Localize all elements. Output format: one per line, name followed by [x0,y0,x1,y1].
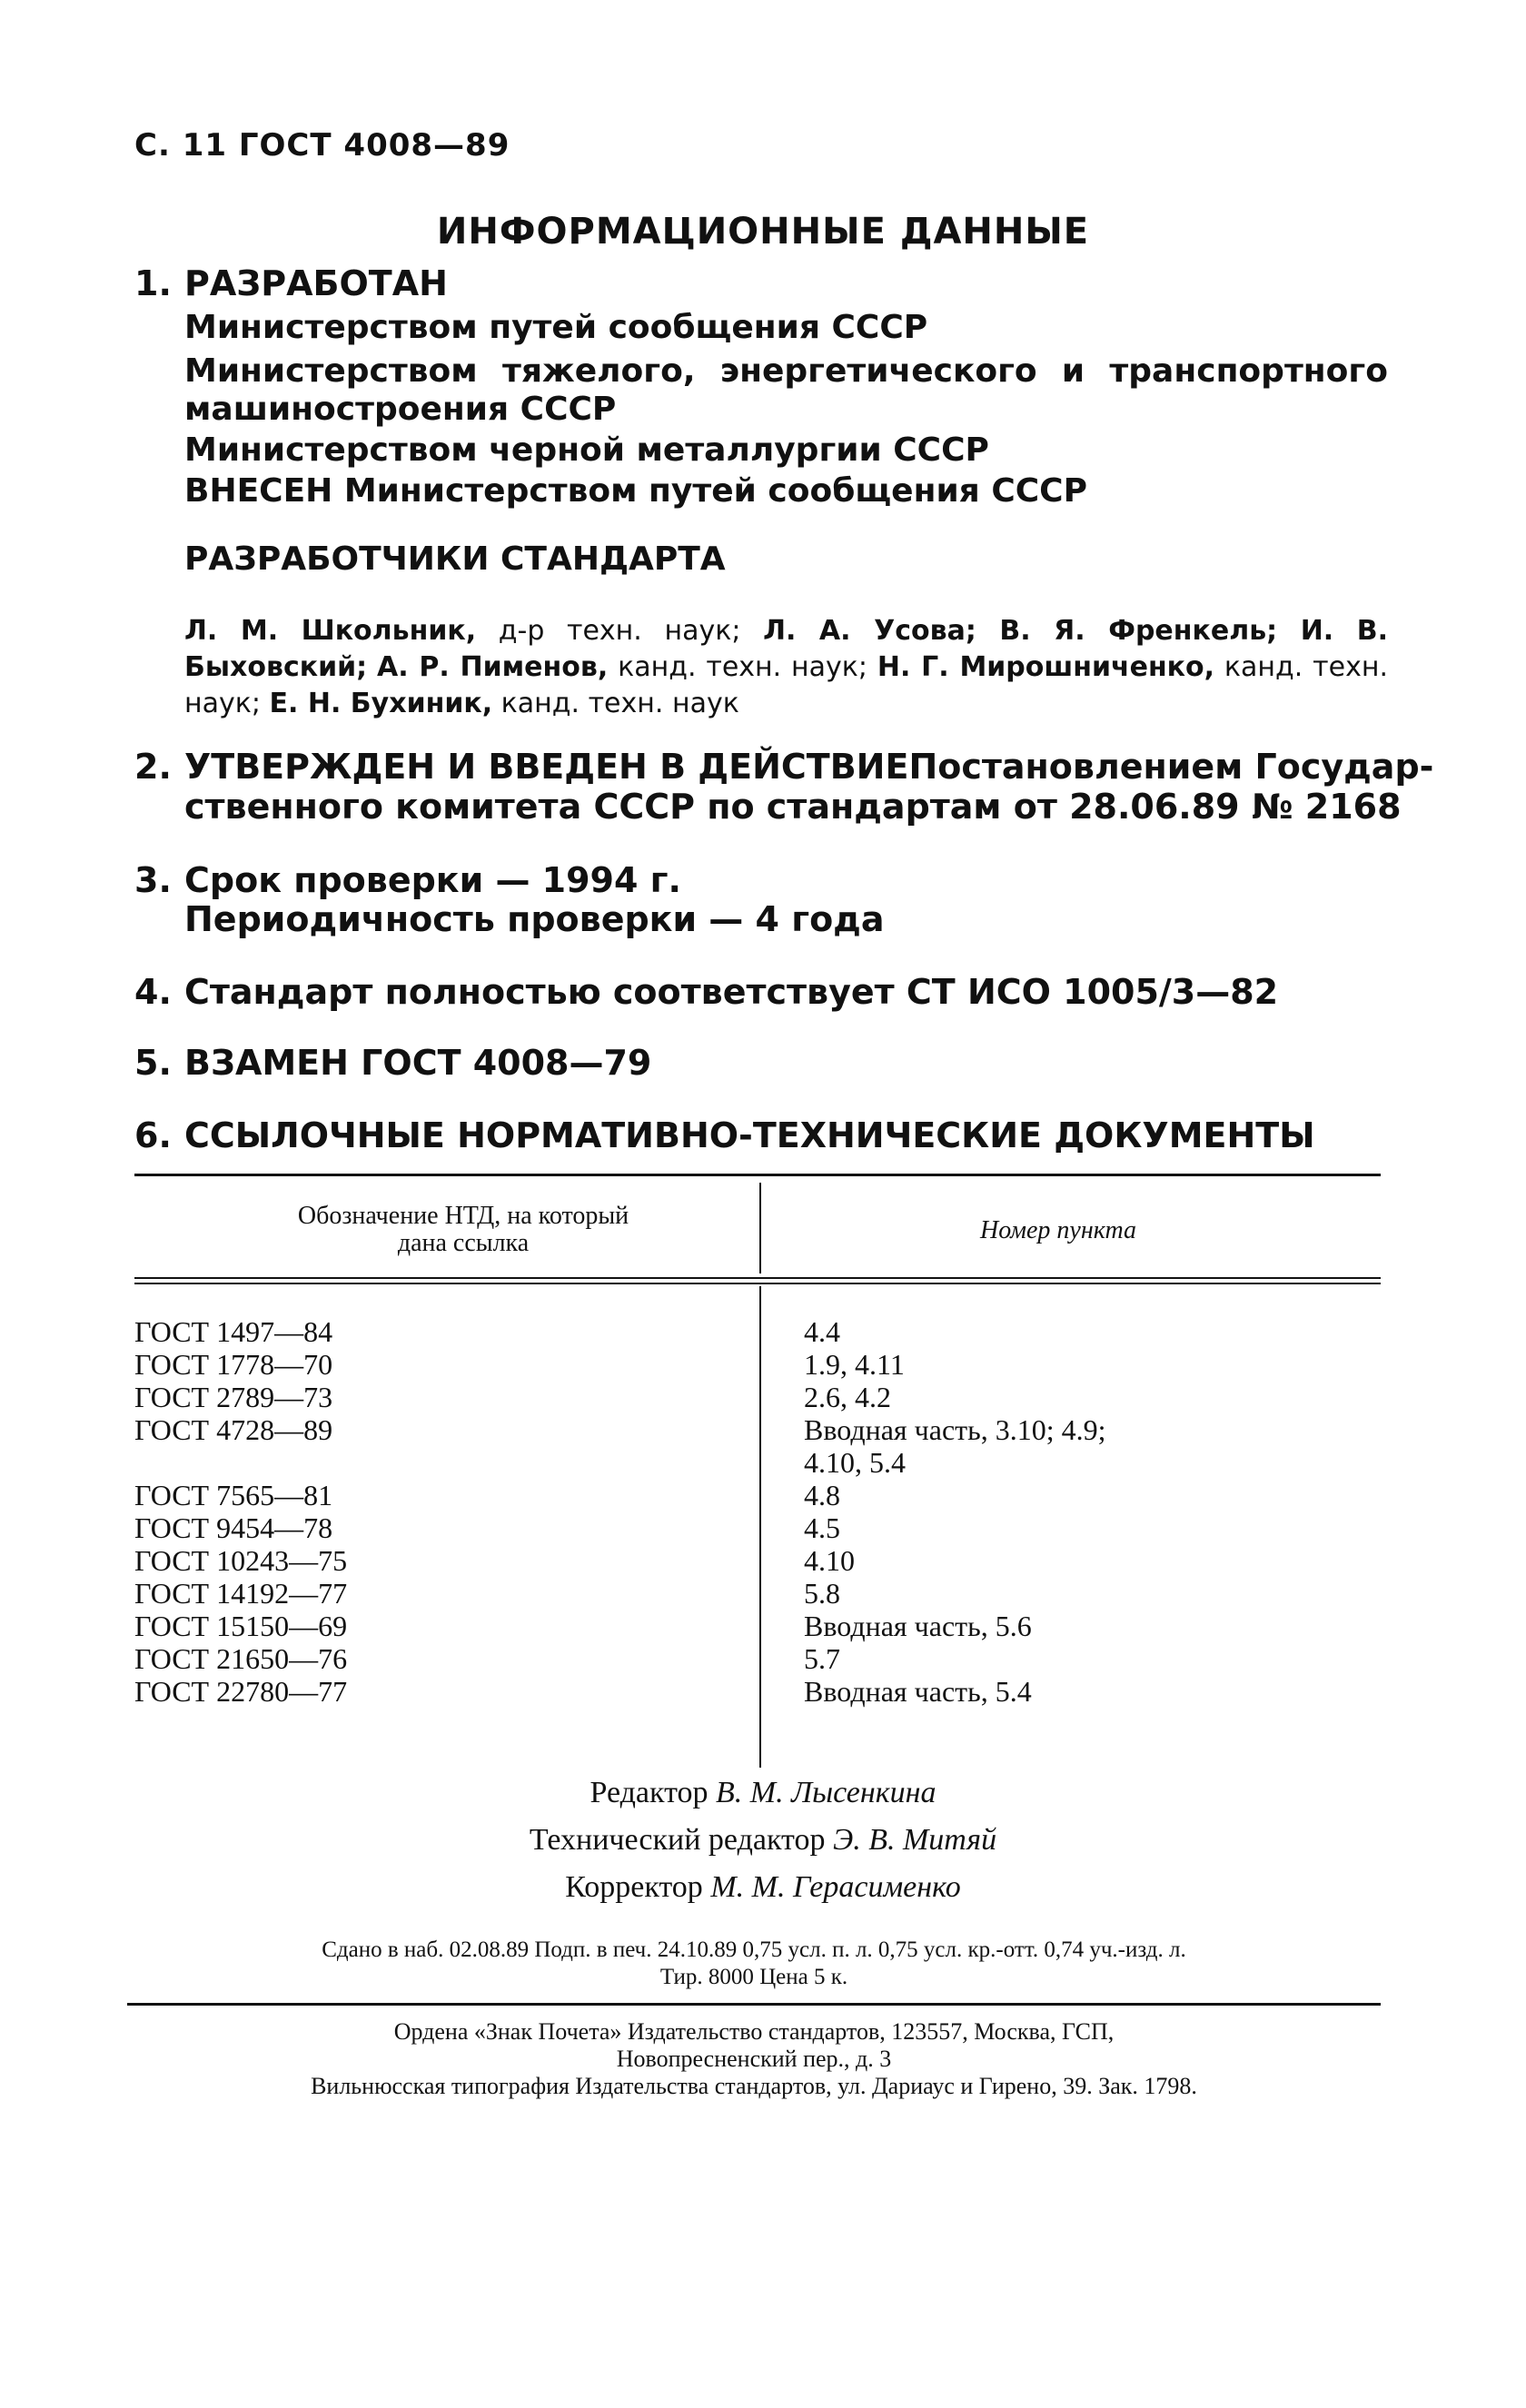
table-cell-items: 4.10, 5.4 [804,1446,906,1479]
table-cell-doc: ГОСТ 1497—84 [134,1315,333,1348]
table-cell-items: 5.7 [804,1642,840,1675]
table-doc-column [134,1315,347,1708]
section-3-number: 3. [134,860,172,900]
credits [0,1769,1526,1911]
table-header-left-line-1: Обозначение НТД, на который [297,1202,629,1230]
section-3-line-1: Срок проверки — 1994 г. [184,860,681,900]
developer-title: канд. техн. наук; [184,651,1388,719]
justified-word: транспортного [1109,352,1388,390]
section-1-line: ВНЕСЕН Министерством путей сообщения СССР [184,472,1087,510]
table-cell-doc: ГОСТ 10243—75 [134,1544,348,1577]
section-1-number: 1. [134,263,172,303]
table-header-right: Номер пункта [979,1216,1137,1244]
section-3-line-2: Периодичность проверки — 4 года [184,899,885,939]
footer-line-2: Новопресненский пер., д. 3 [616,2046,892,2072]
footer-line-1: Ордена «Знак Почета» Издательство стандартов, 123557, Москва, ГСП, [393,2018,1115,2045]
table-cell-items: 4.8 [804,1479,840,1511]
justified-word: и [1061,352,1085,390]
tech-editor-label: Технический редактор [529,1823,833,1857]
imprint-line-1: Сдано в наб. 02.08.89 Подп. в печ. 24.10.89 0,75 усл. п. л. 0,75 усл. кр.-отт. 0,74 уч.-изд. л. [322,1937,1186,1962]
developer-name: И. В. Быховский; [184,615,1389,683]
table-header-left [182,1203,745,1257]
table-cell-items: 4.10 [804,1544,855,1577]
table-cell-doc: ГОСТ 7565—81 [134,1479,333,1511]
developer-name: В. Я. Френкель; [999,615,1301,647]
table-header-rule-1 [134,1277,1381,1279]
tech-editor-name: Э. В. Митяй [832,1823,997,1857]
footer-rule [127,2003,1381,2006]
table-cell-doc: ГОСТ 1778—70 [134,1348,333,1381]
section-1-justified-line [184,352,1388,390]
tech-editor-line [0,1817,1526,1864]
section-5-text: ВЗАМЕН ГОСТ 4008—79 [184,1043,652,1083]
table-cell-doc: ГОСТ 21650—76 [134,1642,348,1675]
section-1-heading: РАЗРАБОТАН [184,263,448,303]
developer-name: Л. А. Усова; [763,615,1000,647]
footer-line-3: Вильнюсская типография Издательства стандартов, ул. Дариаус и Гирено, 39. Зак. 1798. [311,2073,1197,2099]
table-cell-doc: ГОСТ 2789—73 [134,1381,333,1413]
editor-line [0,1769,1526,1817]
developer-title: канд. техн. наук; [608,651,877,683]
developer-name: А. Р. Пименов, [376,651,609,683]
developer-title: д-р техн. наук; [476,615,764,647]
section-6-number: 6. [134,1115,172,1155]
section-1-line: машиностроения СССР [184,391,617,428]
table-header-divider [759,1183,761,1273]
corrector-label: Корректор [565,1870,711,1904]
imprint [127,1937,1381,1991]
table-cell-items: 2.6, 4.2 [804,1381,891,1413]
section-1-line: Министерством путей сообщения СССР [184,309,928,346]
table-header-left-line-2: дана ссылка [397,1229,530,1257]
section-2-line-1 [184,747,1434,787]
justified-word: энергетического [719,352,1037,390]
section-1-line: Министерством черной металлургии СССР [184,431,989,469]
section-2-line-2: ственного комитета СССР по стандартам от 28.06.89 № 2168 [184,787,1402,827]
editor-label: Редактор [590,1776,716,1809]
table-cell-items: 4.4 [804,1315,840,1348]
developer-title: канд. техн. наук [492,688,739,719]
developer-title [367,651,377,683]
section-4-number: 4. [134,972,172,1012]
section-2-rest: Постановлением Государ- [908,747,1434,787]
developer-name: Л. М. Школьник, [184,615,477,647]
developers-heading: РАЗРАБОТЧИКИ СТАНДАРТА [184,540,726,578]
page-title: ИНФОРМАЦИОННЫЕ ДАННЫЕ [436,211,1090,253]
table-header-rule-2 [134,1283,1381,1284]
editor-name: В. М. Лысенкина [715,1776,936,1809]
publisher-footer [127,2018,1381,2100]
developer-name: Н. Г. Мирошниченко, [877,651,1215,683]
table-cell-items: 1.9, 4.11 [804,1348,905,1381]
justified-word: тяжелого, [501,352,696,390]
table-cell-doc: ГОСТ 14192—77 [134,1577,348,1610]
table-cell-items: Вводная часть, 3.10; 4.9; [804,1413,1106,1446]
table-cell-doc: ГОСТ 9454—78 [134,1511,333,1544]
corrector-name: М. М. Герасименко [710,1870,961,1904]
table-body-divider [759,1286,761,1768]
table-cell-doc: ГОСТ 15150—69 [134,1610,348,1642]
table-cell-doc: ГОСТ 22780—77 [134,1675,348,1708]
table-cell-doc: ГОСТ 4728—89 [134,1413,333,1446]
table-cell-items: 5.8 [804,1577,840,1610]
section-6-text: ССЫЛОЧНЫЕ НОРМАТИВНО-ТЕХНИЧЕСКИЕ ДОКУМЕНТЫ [184,1115,1315,1155]
corrector-line [0,1864,1526,1911]
section-2-number: 2. [134,747,172,787]
table-items-column [804,1315,1106,1708]
table-cell-doc [134,1446,347,1479]
section-5-number: 5. [134,1043,172,1083]
section-4-text: Стандарт полностью соответствует СТ ИСО 1005/3—82 [184,972,1279,1012]
imprint-line-2: Тир. 8000 Цена 5 к. [659,1965,848,1989]
table-cell-items: Вводная часть, 5.6 [804,1610,1032,1642]
page-number: С. 11 ГОСТ 4008—89 [134,127,510,164]
table-cell-items: 4.5 [804,1511,840,1544]
justified-word: Министерством [184,352,478,390]
developers-list [184,613,1388,722]
section-2-bold: УТВЕРЖДЕН И ВВЕДЕН В ДЕЙСТВИЕ [184,747,909,787]
developer-name: Е. Н. Бухиник, [269,688,493,719]
table-top-rule [134,1174,1381,1176]
table-cell-items: Вводная часть, 5.4 [804,1675,1032,1708]
